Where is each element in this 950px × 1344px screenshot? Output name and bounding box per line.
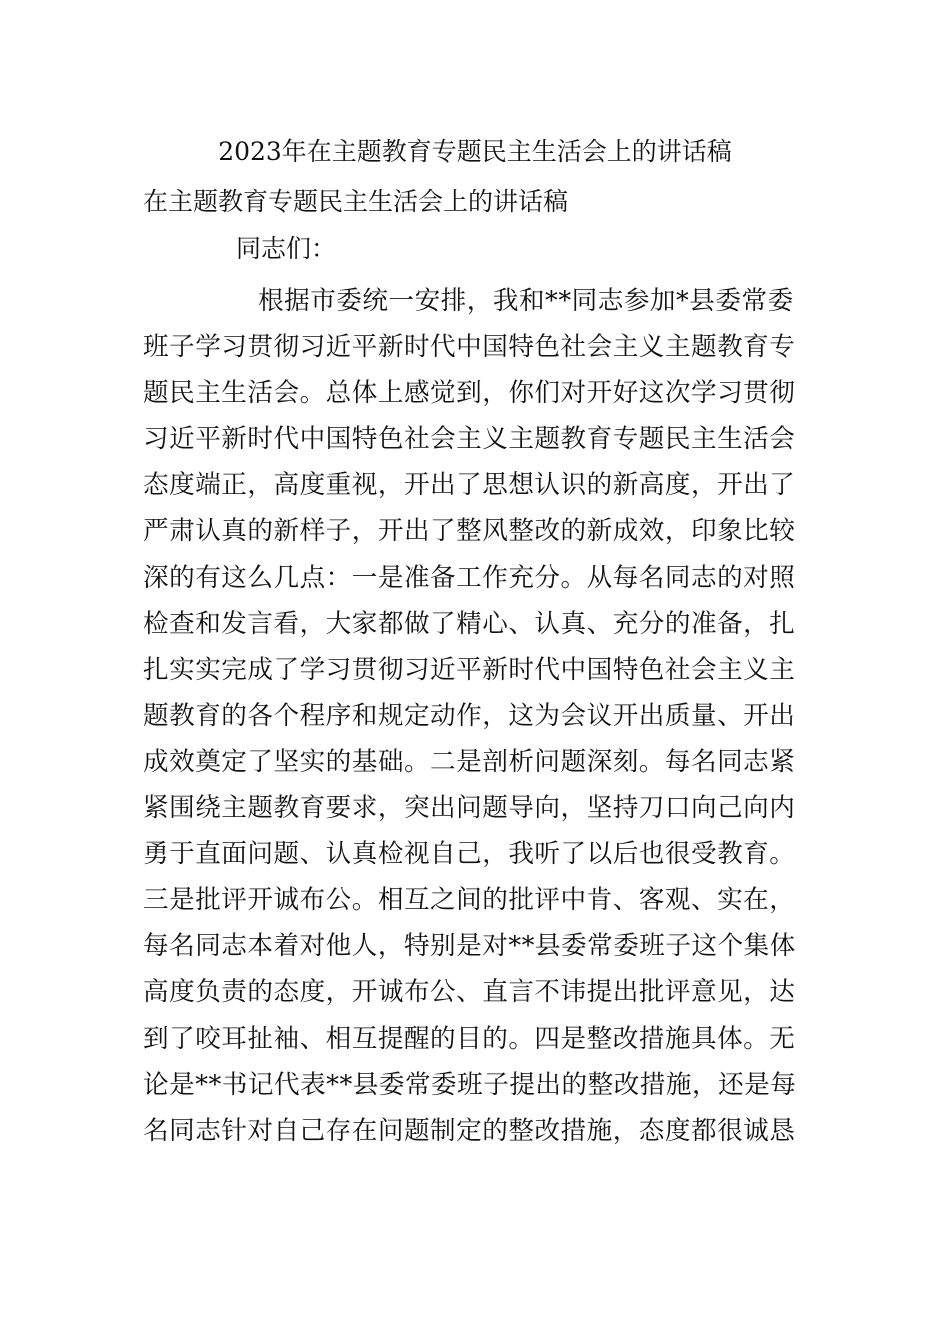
paragraph-line: 严肃认真的新样子，开出了整风整改的新成效，印象比较 (143, 516, 796, 547)
paragraph-line: 题教育的各个程序和规定动作，这为会议开出质量、开出 (143, 700, 796, 731)
document-title: 2023年在主题教育专题民主生活会上的讲话稿 (218, 137, 732, 166)
paragraph-line: 成效奠定了坚实的基础。二是剖析问题深刻。每名同志紧 (143, 746, 796, 777)
paragraph-line: 到了咬耳扯袖、相互提醒的目的。四是整改措施具体。无 (143, 1023, 796, 1054)
document-subtitle: 在主题教育专题民主生活会上的讲话稿 (143, 187, 569, 216)
paragraph-line: 根据市委统一安排，我和**同志参加*县委常委 (258, 286, 794, 316)
paragraph-line: 名同志针对自己存在问题制定的整改措施，态度都很诚恳 (143, 1115, 796, 1146)
paragraph-line: 习近平新时代中国特色社会主义主题教育专题民主生活会 (143, 424, 796, 455)
paragraph-line: 态度端正，高度重视，开出了思想认识的新高度，开出了 (143, 470, 796, 501)
paragraph-line: 题民主生活会。总体上感觉到，你们对开好这次学习贯彻 (143, 378, 796, 409)
paragraph-line: 论是**书记代表**县委常委班子提出的整改措施，还是每 (143, 1069, 797, 1100)
body-paragraph (143, 281, 823, 1157)
paragraph-line: 班子学习贯彻习近平新时代中国特色社会主义主题教育专 (143, 332, 796, 363)
paragraph-line: 勇于直面问题、认真检视自己，我听了以后也很受教育。 (143, 839, 796, 870)
paragraph-line: 检查和发言看，大家都做了精心、认真、充分的准备，扎 (143, 608, 796, 639)
paragraph-line: 每名同志本着对他人，特别是对**县委常委班子这个集体 (143, 931, 796, 962)
paragraph-line: 紧围绕主题教育要求，突出问题导向，坚持刀口向己向内 (143, 793, 796, 824)
paragraph-line: 三是批评开诚布公。相互之间的批评中肯、客观、实在， (143, 885, 796, 916)
salutation: 同志们： (236, 234, 337, 263)
paragraph-line: 高度负责的态度，开诚布公、直言不讳提出批评意见，达 (143, 977, 796, 1008)
paragraph-line: 深的有这么几点：一是准备工作充分。从每名同志的对照 (143, 562, 796, 593)
paragraph-line: 扎实实完成了学习贯彻习近平新时代中国特色社会主义主 (143, 654, 796, 685)
